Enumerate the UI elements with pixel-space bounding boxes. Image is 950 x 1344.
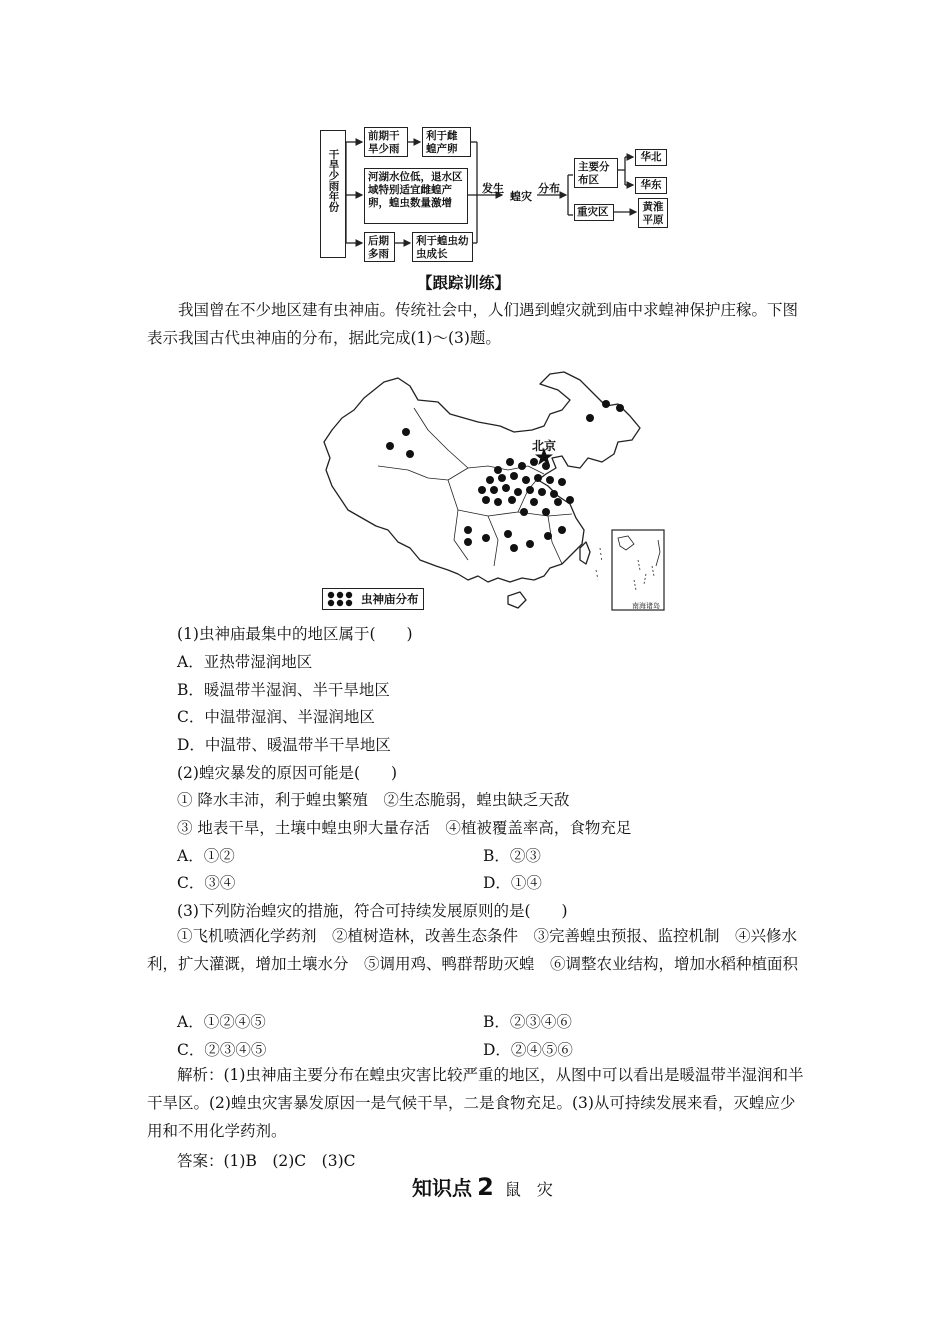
flow-late-rain-label: 后期多雨 xyxy=(368,235,389,260)
q1-option-d: D．中温带、暖温带半干旱地区 xyxy=(177,736,391,754)
flow-box-east-china xyxy=(635,177,667,194)
heading-number: 2 xyxy=(477,1173,494,1201)
q2-statement-2: ③ 地表干旱，土壤中蝗虫卵大量存活 ④植被覆盖率高，食物充足 xyxy=(177,819,632,837)
flow-box-early-drought xyxy=(364,127,408,157)
heading-title: 鼠 灾 xyxy=(504,1180,553,1199)
analysis-paragraph: 解析：(1)虫神庙主要分布在蝗虫灾害比较严重的地区，从图中可以看出是暖温带半湿润和半干旱区。(2)蝗虫灾害暴发原因一是气候干旱，二是食物充足。(3)从可持续发展来看，灭蝗应少用和不用化学药剂。 xyxy=(147,1066,804,1140)
map-inset-label: 南海诸岛 xyxy=(632,602,660,610)
q3-option-c: C．②③④⑤ xyxy=(177,1041,267,1059)
q2-option-d: D．①④ xyxy=(483,874,542,892)
q1-stem: (1)虫神庙最集中的地区属于( ) xyxy=(177,625,413,643)
flow-main-area-label: 主要分布区 xyxy=(578,161,610,186)
q3-option-a: A．①②④⑤ xyxy=(177,1013,266,1031)
flow-box-late-rain xyxy=(364,232,395,262)
flow-box-severe-area xyxy=(574,204,614,221)
flow-huanghuai-label: 黄淮平原 xyxy=(642,201,664,226)
flow-box-larva-growth xyxy=(412,232,473,262)
heading-prefix: 知识点 xyxy=(412,1176,472,1200)
q1-option-a: A．亚热带湿润地区 xyxy=(177,653,313,671)
flow-root-box xyxy=(320,130,346,258)
q2-option-c: C．③④ xyxy=(177,874,236,892)
q2-stem: (2)蝗灾暴发的原因可能是( ) xyxy=(177,764,398,782)
flow-root-label: 干旱少雨年份 xyxy=(327,149,340,212)
q1-option-c: C．中温带湿润、半湿润地区 xyxy=(177,708,375,726)
map-legend-label: 虫神庙分布 xyxy=(361,592,419,606)
flow-arrows xyxy=(0,0,950,270)
knowledge-point-heading xyxy=(412,1172,553,1201)
flow-early-drought-label: 前期干旱少雨 xyxy=(368,130,400,155)
flow-box-huanghuai xyxy=(638,198,668,228)
flow-larva-growth-label: 利于蝗虫幼虫成长 xyxy=(416,235,469,260)
flow-box-low-water xyxy=(364,168,468,224)
flow-severe-area-label: 重灾区 xyxy=(577,206,609,218)
q3-option-b: B．②③④⑥ xyxy=(483,1013,572,1031)
flow-locust-label: 蝗灾 xyxy=(510,190,532,203)
flow-box-female-laying xyxy=(422,127,471,157)
q2-statement-1: ① 降水丰沛，利于蝗虫繁殖 ②生态脆弱，蝗虫缺乏天敌 xyxy=(177,791,570,809)
section-heading: 【跟踪训练】 xyxy=(417,273,511,292)
flow-female-laying-label: 利于雌蝗产卵 xyxy=(426,130,458,155)
q3-option-d: D．②④⑤⑥ xyxy=(483,1041,573,1059)
q3-stem: (3)下列防治蝗灾的措施，符合可持续发展原则的是( ) xyxy=(177,902,568,920)
q2-option-b: B．②③ xyxy=(483,847,541,865)
answer-line: 答案：(1)B (2)C (3)C xyxy=(177,1152,356,1170)
china-outline-map xyxy=(318,370,678,615)
flow-north-china-label: 华北 xyxy=(640,151,662,163)
q1-option-b: B．暖温带半湿润、半干旱地区 xyxy=(177,681,390,699)
map-legend xyxy=(322,588,424,610)
flow-box-north-china xyxy=(635,149,667,166)
flow-occur-label: 发生 xyxy=(482,182,504,195)
flow-low-water-label: 河湖水位低，退水区域特别适宜雌蝗产卵，蝗虫数量激增 xyxy=(368,171,463,209)
flow-distribute-label: 分布 xyxy=(538,182,560,195)
legend-dots-icon xyxy=(327,591,355,607)
map-beijing-label: 北京 xyxy=(532,439,557,453)
q2-option-a: A．①② xyxy=(177,847,235,865)
intro-paragraph: 我国曾在不少地区建有虫神庙。传统社会中，人们遇到蝗灾就到庙中求蝗神保护庄稼。下图表示我国古代虫神庙的分布，据此完成(1)～(3)题。 xyxy=(147,301,799,347)
q3-body: ①飞机喷洒化学药剂 ②植树造林，改善生态条件 ③完善蝗虫预报、监控机制 ④兴修水利，扩大灌溉，增加土壤水分 ⑤调用鸡、鸭群帮助灭蝗 ⑥调整农业结构，增加水稻种植面积 xyxy=(147,927,799,973)
flow-box-main-area xyxy=(574,158,618,188)
flow-east-china-label: 华东 xyxy=(640,179,662,191)
